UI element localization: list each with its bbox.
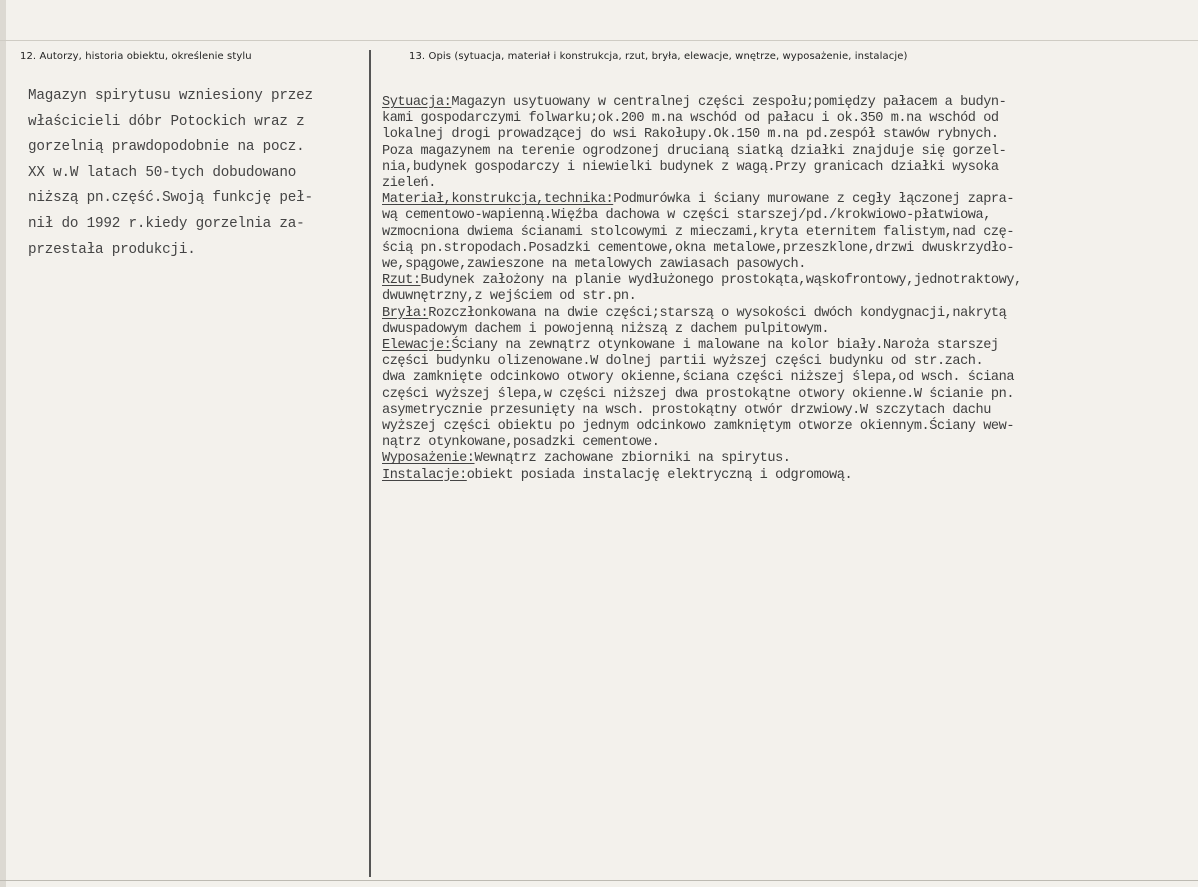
bryla-label: Bryła: <box>382 305 429 321</box>
rzut-label: Rzut: <box>382 273 421 289</box>
page-edge <box>0 0 6 887</box>
wyposazenie-label: Wyposażenie: <box>382 451 475 467</box>
material-label: Materiał,konstrukcja,technika: <box>382 192 614 208</box>
description-line: nątrz otynkowane,posadzki cementowe. <box>382 435 660 451</box>
description-line: wzmocniona dwiema ścianami stolcowymi z mieczami,kryta eternitem falistym,nad czę- <box>382 224 1015 240</box>
description-line: wą cementowo-wapienną.Więźba dachowa w części starszej/pd./krokwiowo-płatwiowa, <box>382 208 991 224</box>
sytuacja-text: Magazyn usytuowany w centralnej części zespołu;pomiędzy pałacem a budyn- <box>451 95 1007 110</box>
description-line: zieleń. <box>382 176 436 192</box>
description-line: dwa zamknięte odcinkowo otwory okienne,ściana części niższej ślepa,od wsch. ściana <box>382 370 1015 386</box>
material-text: Podmurówka i ściany murowane z cegły łączonej zapra- <box>613 192 1015 208</box>
rzut-text: Budynek założony na planie wydłużonego prostokąta,wąskofrontowy,jednotraktowy, <box>420 273 1022 289</box>
description-text <box>382 95 1194 484</box>
description-line <box>382 451 1194 467</box>
description-line <box>382 338 1194 354</box>
description-line: części budynku olizenowane.W dolnej partii wyższej części budynku od str.zach. <box>382 354 984 370</box>
elewacje-label: Elewacje: <box>382 338 452 354</box>
history-line: Magazyn spirytusu wzniesiony przez <box>28 88 313 104</box>
history-line: właścicieli dóbr Potockich wraz z <box>28 113 305 130</box>
wyposazenie-text: Wewnątrz zachowane zbiorniki na spirytus. <box>474 451 791 467</box>
footer-divider <box>0 880 1198 881</box>
instalacje-label: Instalacje: <box>382 467 467 483</box>
description-line: we,spągowe,zawieszone na metalowych zawiasach pasowych. <box>382 257 806 273</box>
description-line: kami gospodarczymi folwarku;ok.200 m.na wschód od pałacu i ok.350 m.na wschód od <box>382 111 999 127</box>
description-line <box>382 192 1194 208</box>
history-line: nił do 1992 r.kiedy gorzelnia za- <box>28 215 305 232</box>
description-line: dwuspadowym dachem i powojenną niższą z dachem pulpitowym. <box>382 321 830 337</box>
description-line: lokalnej drogi prowadzącej do wsi Rakołupy.Ok.150 m.na pd.zespół stawów rybnych. <box>382 127 999 143</box>
elewacje-text: Ściany na zewnątrz otynkowane i malowane na kolor biały.Naroża starszej <box>451 338 999 354</box>
history-line: gorzelnią prawdopodobnie na pocz. <box>28 139 305 156</box>
description-line: dwuwnętrzny,z wejściem od str.pn. <box>382 289 637 305</box>
description-line: wyższej części obiektu po jednym odcinkowo zamkniętym otworze okiennym.Ściany wew- <box>382 419 1015 435</box>
description-line <box>382 468 1194 484</box>
description-line <box>382 273 1194 289</box>
history-line: niższą pn.część.Swoją funkcję peł- <box>28 190 313 207</box>
description-line <box>382 306 1194 322</box>
description-line: Poza magazynem na terenie ogrodzonej drucianą siatką działki znajduje się gorzel- <box>382 143 1007 159</box>
description-line <box>382 95 1194 111</box>
sytuacja-label: Sytuacja: <box>382 95 452 110</box>
description-line: ścią pn.stropodach.Posadzki cementowe,okna metalowe,przeszklone,drzwi dwuskrzydło- <box>382 240 1015 256</box>
bryla-text: Rozczłonkowana na dwie części;starszą o wysokości dwóch kondygnacji,nakrytą <box>428 305 1007 321</box>
description-line: asymetrycznie przesunięty na wsch. prostokątny otwór drzwiowy.W szczytach dachu <box>382 402 991 418</box>
header-divider <box>0 40 1198 41</box>
history-text <box>28 84 364 263</box>
instalacje-text: obiekt posiada instalację elektryczną i odgromową. <box>466 467 853 483</box>
history-line: XX w.W latach 50-tych dobudowano <box>28 164 297 181</box>
column-divider <box>369 50 371 877</box>
history-line: przestała produkcji. <box>28 241 196 258</box>
description-line: nia,budynek gospodarczy i niewielki budynek z wagą.Przy granicach działki wysoka <box>382 159 999 175</box>
section-13-heading: 13. Opis (sytuacja, materiał i konstrukcja, rzut, bryła, elewacje, wnętrze, wyposażenie, instalacje) <box>409 51 908 62</box>
section-12-heading: 12. Autorzy, historia obiektu, określenie stylu <box>20 51 252 62</box>
description-line: części wyższej ślepa,w części niższej dwa prostokątne otwory okienne.W ścianie pn. <box>382 386 1015 402</box>
